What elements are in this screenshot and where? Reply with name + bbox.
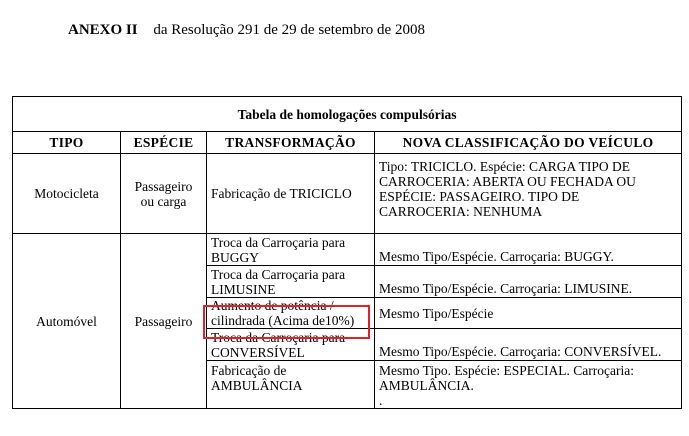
resolution-reference: da Resolução 291 de 29 de setembro de 2008 (153, 22, 425, 38)
document-header (68, 22, 425, 39)
table-row (13, 234, 682, 266)
nova-line: CARROCERIA: ABERTA OU FECHADA OU (379, 174, 636, 189)
especie-line: ou carga (140, 193, 187, 209)
transformacao-line: Troca da Carroçaria para (211, 234, 346, 250)
column-header-especie: ESPÉCIE (121, 132, 207, 154)
cell-nova (375, 266, 682, 298)
cell-transformacao (207, 329, 375, 361)
cell-tipo-motocicleta: Motocicleta (13, 154, 121, 234)
annex-title: ANEXO II (68, 22, 138, 38)
nova-line: AMBULÂNCIA. (379, 378, 474, 393)
cell-transformacao (207, 361, 375, 409)
nova-line: Mesmo Tipo/Espécie. Carroçaria: CONVERSÍVEL. (379, 344, 662, 359)
nova-line: Mesmo Tipo. Espécie: ESPECIAL. Carroçaria: (379, 363, 634, 378)
cell-transformacao-triciclo: Fabricação de TRICICLO (207, 154, 375, 234)
cell-nova-triciclo (375, 154, 682, 234)
table-row (13, 154, 682, 234)
cell-tipo-automovel: Automóvel (13, 234, 121, 409)
nova-line: Mesmo Tipo/Espécie. Carroçaria: LIMUSINE. (379, 281, 633, 296)
especie-line: Passageiro (134, 178, 193, 194)
nova-line: Mesmo Tipo/Espécie. Carroçaria: BUGGY. (379, 249, 614, 264)
cell-nova (375, 234, 682, 266)
cell-nova (375, 361, 682, 409)
column-header-tipo: TIPO (13, 132, 121, 154)
transformacao-line: Aumento de potência / (211, 298, 334, 313)
cell-nova (375, 298, 682, 329)
nova-line: Mesmo Tipo/Espécie (379, 305, 494, 321)
trailing-mark: . (379, 393, 383, 408)
cell-transformacao (207, 234, 375, 266)
nova-line: ESPÉCIE: PASSAGEIRO. TIPO DE (379, 189, 580, 204)
transformacao-line: BUGGY (211, 249, 260, 265)
column-header-nova-classificacao: NOVA CLASSIFICAÇÃO DO VEÍCULO (375, 132, 682, 154)
transformacao-line: AMBULÂNCIA (211, 378, 303, 393)
cell-especie-passageiro: Passageiro (121, 234, 207, 409)
nova-line: Tipo: TRICICLO. Espécie: CARGA TIPO DE (379, 159, 631, 174)
cell-especie-moto (121, 154, 207, 234)
transformacao-line: LIMUSINE (211, 281, 276, 297)
cell-transformacao (207, 266, 375, 298)
column-header-transformacao: TRANSFORMAÇÃO (207, 132, 375, 154)
cell-nova (375, 329, 682, 361)
table-caption: Tabela de homologações compulsórias (13, 97, 682, 132)
cell-transformacao-highlighted (207, 298, 375, 329)
homologation-table (12, 96, 682, 409)
transformacao-line: CONVERSÍVEL (211, 344, 305, 360)
transformacao-line: Troca da Carroçaria para (211, 266, 346, 282)
nova-line: CARROCERIA: NENHUMA (379, 204, 543, 219)
transformacao-line: Troca da Carroçaria para (211, 329, 346, 345)
transformacao-line: cilindrada (Acima de10%) (211, 313, 355, 328)
transformacao-line: Fabricação de (211, 363, 287, 378)
